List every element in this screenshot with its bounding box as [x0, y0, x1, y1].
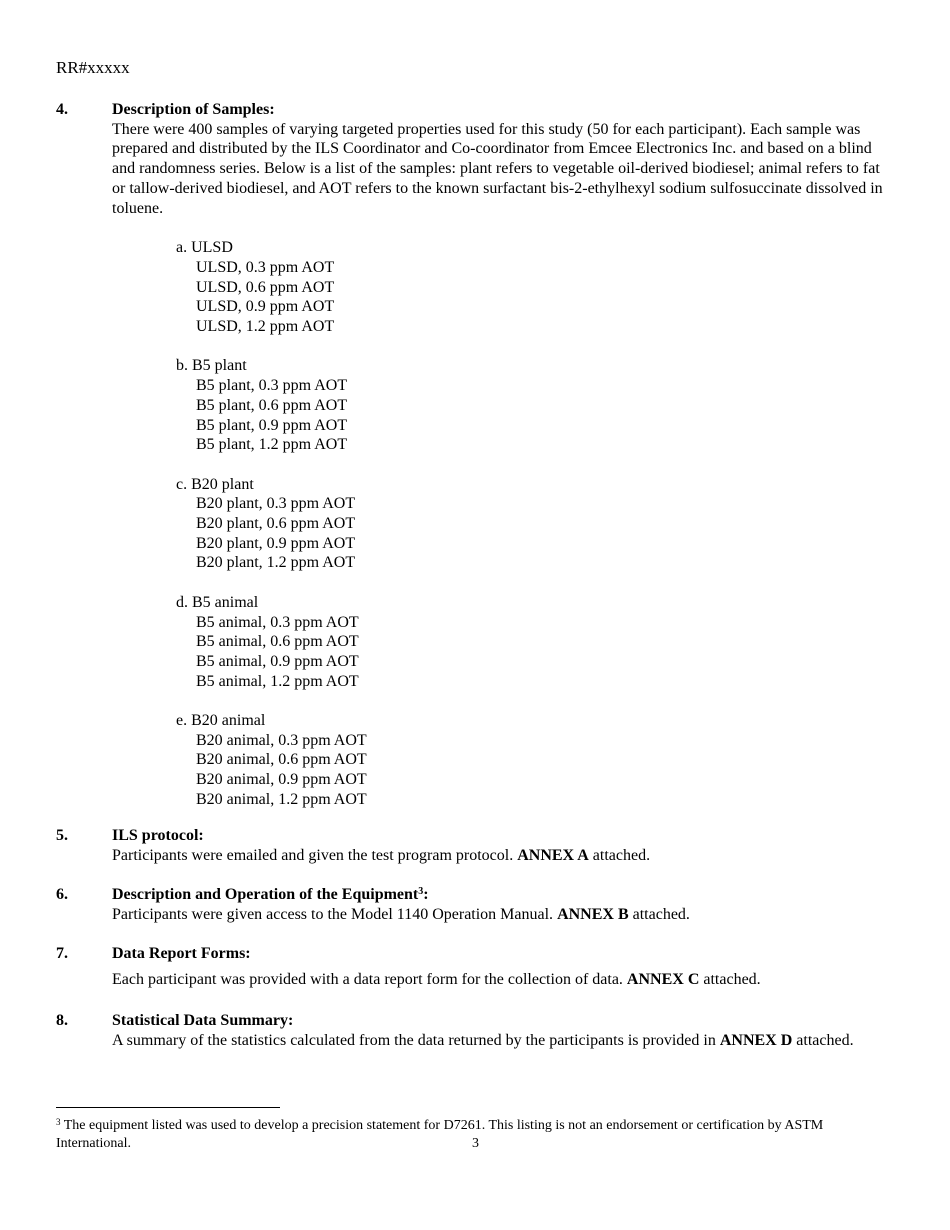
paragraph-text: attached. — [792, 1031, 854, 1049]
paragraph-text: A summary of the statistics calculated from the data returned by the participants is provided in — [112, 1031, 720, 1049]
page-number: 3 — [472, 1136, 479, 1151]
paragraph-text: Each participant was provided with a data report form for the collection of data. — [112, 970, 627, 988]
sample-group-b20-plant — [176, 475, 886, 574]
section-8-statistical-summary — [56, 1011, 886, 1050]
footnote-marker: 3 — [56, 1117, 61, 1127]
sample-item: B20 plant, 1.2 ppm AOT — [196, 554, 356, 572]
section-number: 8. — [56, 1012, 68, 1029]
section-title: Statistical Data Summary: — [112, 1012, 294, 1029]
sample-group-b20-animal — [176, 711, 886, 810]
sample-group-label: c. B20 plant — [176, 475, 254, 493]
sample-group-label: d. B5 animal — [176, 593, 259, 611]
sample-item: B20 animal, 0.9 ppm AOT — [196, 771, 367, 789]
sample-item: B20 plant, 0.3 ppm AOT — [196, 495, 356, 513]
sample-group-b5-plant — [176, 356, 886, 455]
section-paragraph — [112, 970, 886, 990]
paragraph-text: Participants were emailed and given the test program protocol. — [112, 846, 518, 864]
annex-reference: ANNEX B — [557, 905, 629, 923]
sample-group-label: b. B5 plant — [176, 357, 247, 375]
section-6-equipment — [56, 885, 886, 924]
sample-group-label: e. B20 animal — [176, 712, 266, 730]
section-title — [112, 885, 886, 905]
annex-reference: ANNEX D — [719, 1031, 793, 1049]
sample-item: ULSD, 0.9 ppm AOT — [196, 298, 335, 316]
footnote — [56, 1117, 876, 1153]
section-title: ILS protocol: — [112, 827, 204, 844]
sample-item: B5 plant, 0.9 ppm AOT — [196, 416, 348, 434]
section-paragraph — [112, 846, 886, 866]
sample-item: B5 plant, 0.3 ppm AOT — [196, 377, 348, 395]
sample-item: ULSD, 0.3 ppm AOT — [196, 258, 335, 276]
sample-item: B20 animal, 1.2 ppm AOT — [196, 790, 367, 808]
sample-item: B20 animal, 0.6 ppm AOT — [196, 751, 367, 769]
sample-group-label: a. ULSD — [176, 239, 233, 257]
sample-item: B5 animal, 1.2 ppm AOT — [196, 672, 359, 690]
paragraph-text: attached. — [588, 846, 651, 864]
footnote-reference: 3 — [418, 886, 424, 897]
section-title: Data Report Forms: — [112, 945, 251, 962]
section-paragraph — [112, 905, 886, 925]
section-number: 6. — [56, 886, 68, 903]
section-title-text: Description and Operation of the Equipment — [112, 886, 419, 903]
section-number: 7. — [56, 945, 68, 962]
footnote-text: The equipment listed was used to develop a precision statement for D7261. This listing is not an endorsement or certification by ASTM International. — [56, 1118, 824, 1151]
report-id-header: RR#xxxxx — [56, 58, 130, 77]
sample-item: B5 plant, 1.2 ppm AOT — [196, 436, 348, 454]
sample-list — [176, 238, 886, 809]
section-5-ils-protocol — [56, 826, 886, 865]
paragraph-text: attached. — [628, 905, 690, 923]
sample-group-b5-animal — [176, 593, 886, 692]
sample-item: B5 animal, 0.3 ppm AOT — [196, 613, 359, 631]
section-4-description-of-samples — [56, 100, 886, 810]
sample-item: ULSD, 1.2 ppm AOT — [196, 318, 335, 336]
section-title: Description of Samples: — [112, 101, 275, 118]
sample-item: B5 animal, 0.9 ppm AOT — [196, 652, 359, 670]
sample-item: B20 animal, 0.3 ppm AOT — [196, 731, 367, 749]
annex-reference: ANNEX A — [517, 846, 589, 864]
section-title-colon: : — [423, 886, 429, 903]
section-number: 5. — [56, 827, 68, 844]
sample-item: B20 plant, 0.6 ppm AOT — [196, 515, 356, 533]
sample-item: B5 plant, 0.6 ppm AOT — [196, 396, 348, 414]
section-number: 4. — [56, 101, 68, 118]
annex-reference: ANNEX C — [626, 970, 700, 988]
section-paragraph: There were 400 samples of varying targeted properties used for this study (50 for each participant). Each sample was prepared and distributed by the ILS Coordinator and Co-coordinator from Emcee Electronics Inc. and based on a blind and randomness series. Below is a list of the samples: plant refers to vegetable oil-derived biodiesel; animal refers to fat or tallow-derived biodiesel, and AOT refers to the known surfactant bis-2-ethylhexyl sodium sulfosuccinate dissolved in toluene. — [112, 120, 883, 217]
sample-group-ulsd — [176, 238, 886, 337]
sample-item: B20 plant, 0.9 ppm AOT — [196, 534, 356, 552]
footnote-divider — [56, 1107, 280, 1108]
paragraph-text: attached. — [699, 970, 761, 988]
sample-item: B5 animal, 0.6 ppm AOT — [196, 633, 359, 651]
section-paragraph — [112, 1031, 886, 1051]
sample-item: ULSD, 0.6 ppm AOT — [196, 278, 335, 296]
section-7-data-report-forms — [56, 944, 886, 989]
paragraph-text: Participants were given access to the Model 1140 Operation Manual. — [112, 905, 558, 923]
